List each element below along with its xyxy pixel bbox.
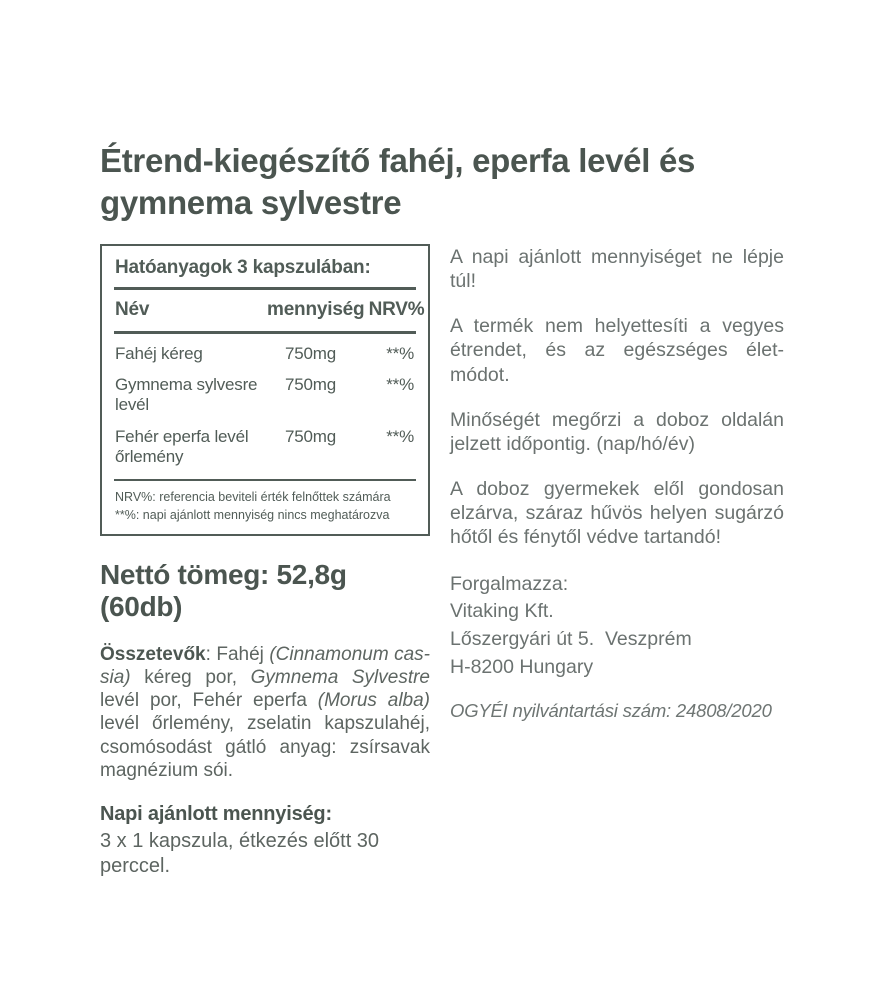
net-weight-heading: Nettó tömeg: 52,8g (60db)	[100, 558, 347, 622]
best-before-note: Minőségét megőrzi a doboz oldalán jelzett időpontig. (nap/hó/év)	[450, 408, 784, 455]
ingredients-label: Összetevők	[100, 643, 206, 665]
footnote-daily: **%: napi ajánlott mennyiség nincs meghatározva	[115, 507, 390, 522]
ingredient-nrv: **%	[386, 426, 414, 446]
ingredient-amount: 750mg	[285, 426, 336, 446]
latin-name-cinnamon: (Cinnamonum cassia)	[100, 643, 430, 688]
distributor-company: Vitaking Kft.	[450, 600, 554, 623]
ingredients-paragraph: Összetevők: Fahéj (Cinnamonum cassia) kéreg por, Gymnema Sylvestre levél por, Fehér eperfa (Morus alba) levél őrlemény, zselatin kapszulahéj, csomósodást gátló anyag: zsírsavak magnézium sói.	[100, 643, 431, 781]
footnote-nrv: NRV%: referencia beviteli érték felnőttek számára	[115, 489, 391, 504]
distributor-country: H-8200 Hungary	[450, 655, 594, 678]
latin-name-morus: (Morus alba)	[317, 690, 430, 712]
page-title: Étrend-kiegészítő fahéj, eperfa levél és gymnema sylvestre	[100, 142, 696, 221]
table-footnotes	[114, 481, 416, 524]
ingredient-nrv: **%	[386, 375, 414, 394]
daily-dose-heading: Napi ajánlott mennyiség:	[100, 802, 332, 825]
ingredient-amount: 750mg	[285, 375, 336, 394]
distributor-address: Lőszergyári út 5. Veszprém	[450, 627, 692, 650]
ingredient-name: Fahéj kéreg	[115, 343, 203, 363]
column-header-amount: mennyiség	[267, 298, 365, 320]
distributor-label: Forgalmazza:	[450, 572, 569, 595]
table-title: Hatóanyagok 3 kapszulában:	[115, 256, 371, 278]
two-column-layout	[100, 244, 784, 879]
registration-number: OGYÉI nyilvántartási szám: 24808/2020	[450, 700, 772, 722]
ingredient-name: Gymnema sylvesre levél	[115, 375, 258, 415]
left-column	[100, 244, 430, 879]
label-content	[100, 140, 784, 879]
column-header-nrv: NRV%	[368, 298, 425, 320]
column-header-name: Név	[115, 298, 150, 320]
supplement-facts-table	[100, 244, 430, 536]
right-column	[450, 244, 784, 722]
ingredient-amount: 750mg	[285, 343, 336, 363]
warning-daily-limit: A napi ajánlott mennyiséget ne lépje túl!	[450, 245, 784, 292]
distributor-block	[450, 571, 784, 682]
warning-balanced-diet: A termék nem helyettesíti a vegyes étrendet, és az egészséges életmódot.	[450, 315, 784, 386]
table-row	[114, 338, 416, 369]
daily-dose-text: 3 x 1 kapszula, étkezés előtt 30 perccel.	[100, 829, 380, 878]
table-row	[114, 421, 416, 473]
table-row	[114, 369, 416, 421]
table-header-row	[114, 290, 425, 331]
ingredient-nrv: **%	[386, 343, 414, 363]
table-body	[114, 334, 416, 479]
latin-name-gymnema: Gymnema Sylvestre	[250, 666, 431, 688]
ingredient-name: Fehér eperfa levél őrlemény	[115, 426, 249, 467]
storage-warning: A doboz gyermekek elől gondosan elzárva, száraz hűvös helyen sugárzó hőtől és fénytől védve tartandó!	[450, 478, 784, 549]
